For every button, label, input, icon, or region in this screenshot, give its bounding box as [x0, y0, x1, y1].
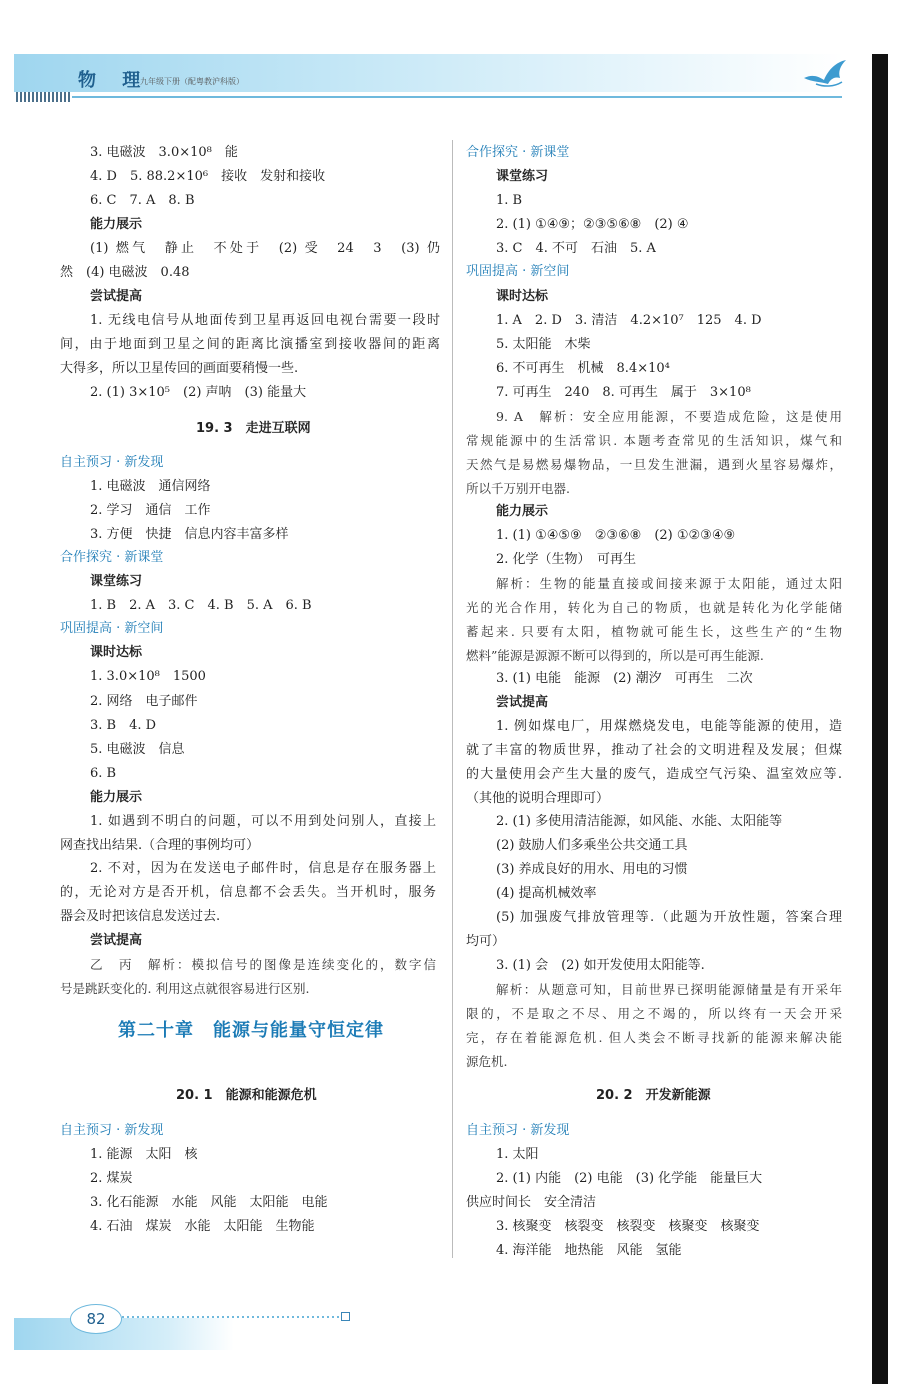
explanation-line: 号是跳跃变化的. 利用这点就很容易进行区别. — [60, 981, 310, 996]
answer-line: 1. 能源 太阳 核 — [90, 1147, 198, 1162]
footer-dotted-rule — [122, 1316, 342, 1318]
answer-line: 3. 核聚变 核裂变 核裂变 核聚变 核聚变 — [496, 1219, 760, 1234]
explanation-line: 天然气是易燃易爆物品，一旦发生泄漏，遇到火星容易爆炸， — [466, 457, 842, 472]
explanation-line: 解析：从题意可知，目前世界已探明能源储量是有开采年 — [496, 982, 842, 997]
answer-line: 1. 电磁波 通信网络 — [90, 479, 211, 494]
answer-line: 2. 煤炭 — [90, 1171, 133, 1186]
explanation-line: 完，存在着能源危机. 但人类会不断寻找新的能源来解决能 — [466, 1030, 842, 1045]
answer-line: 就了丰富的物质世界，推动了社会的文明进程及发展；但煤 — [466, 743, 842, 758]
answer-line: 2. (1) 内能 (2) 电能 (3) 化学能 能量巨大 — [496, 1171, 763, 1186]
section-label: 巩固提高 · 新空间 — [466, 264, 570, 279]
explanation-line: 解析：生物的能量直接或间接来源于太阳能，通过太阳 — [496, 576, 842, 591]
chapter-title: 第二十章 能源与能量守恒定律 — [118, 1020, 384, 1041]
answer-line: 的大量使用会产生大量的废气，造成空气污染、温室效应等. — [466, 767, 842, 782]
answer-line: 2. 网络 电子邮件 — [90, 694, 198, 709]
answer-line: 间，由于地面到卫星之间的距离比演播室到接收器间的距离 — [60, 337, 440, 352]
answer-line: 3. B 4. D — [90, 718, 157, 733]
answer-line: 2. 学习 通信 工作 — [90, 503, 211, 518]
answer-line: 1. (1) ①④⑤⑨ ②③⑥⑧ (2) ①②③④⑨ — [496, 528, 736, 543]
answer-line: (2) 鼓励人们多乘坐公共交通工具 — [496, 838, 688, 853]
answer-line: 均可） — [466, 934, 506, 949]
answer-line: 2. (1) 3×10⁵ (2) 声呐 (3) 能量大 — [90, 385, 307, 400]
answer-line: 1. B 2. A 3. C 4. B 5. A 6. B — [90, 598, 312, 613]
column-divider — [452, 140, 453, 1258]
answer-line: 1. 3.0×10⁸ 1500 — [90, 669, 206, 684]
answer-line: 6. 不可再生 机械 8.4×10⁴ — [496, 361, 670, 376]
answer-line: 网查找出结果.（合理的事例均可） — [60, 838, 260, 853]
page-edge-bar — [872, 54, 888, 1384]
subsection-title: 课时达标 — [90, 645, 143, 660]
subsection-title: 尝试提高 — [496, 695, 549, 710]
subsection-title: 课时达标 — [496, 289, 549, 304]
subsection-title: 尝试提高 — [90, 933, 143, 948]
answer-line: 3. 方便 快捷 信息内容丰富多样 — [90, 527, 289, 542]
footer-band — [14, 1318, 234, 1350]
subsection-title: 能力展示 — [90, 790, 143, 805]
book-subtitle: 九年级下册（配粤教沪科版） — [140, 77, 244, 86]
explanation-line: 所以千万别开电器. — [466, 481, 570, 496]
answer-line: 1. 如遇到不明白的问题，可以不用到处问别人，直接上 — [90, 814, 436, 829]
answer-line: 器会及时把该信息发送过去. — [60, 909, 221, 924]
answer-line: 3. 电磁波 3.0×10⁸ 能 — [90, 145, 238, 160]
answer-line: 大得多，所以卫星传回的画面要稍慢一些. — [60, 361, 299, 376]
subsection-title: 课堂练习 — [496, 169, 549, 184]
answer-line: 1. B — [496, 193, 523, 208]
answer-line: 1. A 2. D 3. 清洁 4.2×10⁷ 125 4. D — [496, 313, 762, 328]
header-rule — [72, 96, 842, 98]
section-title: 20. 1 能源和能源危机 — [176, 1088, 317, 1103]
footer-square-icon — [341, 1312, 350, 1321]
answer-line: 6. B — [90, 766, 117, 781]
answer-line: 3. (1) 电能 能源 (2) 潮汐 可再生 二次 — [496, 671, 753, 686]
answer-line: 6. C 7. A 8. B — [90, 193, 195, 208]
explanation-line: 常规能源中的生活常识. 本题考查常见的生活知识，煤气和 — [466, 433, 842, 448]
answer-line: 5. 太阳能 木柴 — [496, 337, 591, 352]
explanation-line: 9. A 解析：安全应用能源，不要造成危险，这是使用 — [496, 409, 842, 424]
section-label: 自主预习 · 新发现 — [60, 455, 164, 470]
answer-line: 3. (1) 会 (2) 如开发使用太阳能等. — [496, 958, 705, 973]
answer-line: 供应时间长 安全清洁 — [466, 1195, 597, 1210]
answer-line: 2. 不对，因为在发送电子邮件时，信息是存在服务器上 — [90, 861, 436, 876]
page-number: 82 — [70, 1304, 122, 1334]
answer-line: 1. 例如煤电厂，用煤燃烧发电，电能等能源的使用，造 — [496, 719, 842, 734]
bird-logo-icon — [802, 54, 848, 90]
answer-line: 然 (4) 电磁波 0.48 — [60, 265, 190, 280]
section-label: 合作探究 · 新课堂 — [60, 550, 164, 565]
answer-line: (1) 燃气 静止 不处于 (2) 受 24 3 (3) 仍 — [90, 241, 440, 256]
explanation-line: 燃料”能源是源源不断可以得到的，所以是可再生能源. — [466, 648, 764, 663]
answer-line: 4. 海洋能 地热能 风能 氢能 — [496, 1243, 682, 1258]
answer-line: 7. 可再生 240 8. 可再生 属于 3×10⁸ — [496, 385, 751, 400]
header-stripes — [16, 92, 72, 102]
answer-line: 3. 化石能源 水能 风能 太阳能 电能 — [90, 1195, 328, 1210]
answer-line: 5. 电磁波 信息 — [90, 742, 185, 757]
section-label: 自主预习 · 新发现 — [466, 1123, 570, 1138]
subsection-title: 尝试提高 — [90, 289, 143, 304]
answer-line: (5) 加强废气排放管理等.（此题为开放性题，答案合理 — [496, 910, 842, 925]
subsection-title: 能力展示 — [496, 504, 549, 519]
answer-line: 3. C 4. 不可 石油 5. A — [496, 241, 656, 256]
explanation-line: 乙 丙 解析：模拟信号的图像是连续变化的，数字信 — [90, 957, 436, 972]
answer-line: 1. 无线电信号从地面传到卫星再返回电视台需要一段时 — [90, 313, 440, 328]
answer-line: 2. (1) 多使用清洁能源，如风能、水能、太阳能等 — [496, 814, 783, 829]
book-title: 物 理 — [78, 70, 151, 91]
subsection-title: 课堂练习 — [90, 574, 143, 589]
answer-line: 2. (1) ①④⑨；②③⑤⑥⑧ (2) ④ — [496, 217, 689, 232]
answer-line: 4. 石油 煤炭 水能 太阳能 生物能 — [90, 1219, 315, 1234]
section-title: 20. 2 开发新能源 — [596, 1088, 711, 1103]
answer-line: （其他的说明合理即可） — [466, 791, 610, 806]
section-label: 合作探究 · 新课堂 — [466, 145, 570, 160]
subsection-title: 能力展示 — [90, 217, 143, 232]
explanation-line: 蓄起来. 只要有太阳，植物就可能生长，这些生产的“生物 — [466, 624, 842, 639]
answer-line: (3) 养成良好的用水、用电的习惯 — [496, 862, 688, 877]
section-label: 巩固提高 · 新空间 — [60, 621, 164, 636]
explanation-line: 限的，不是取之不尽、用之不竭的，所以终有一天会开采 — [466, 1006, 842, 1021]
explanation-line: 源危机. — [466, 1054, 508, 1069]
answer-line: (4) 提高机械效率 — [496, 886, 597, 901]
explanation-line: 光的光合作用，转化为自己的物质，也就是转化为化学能储 — [466, 600, 842, 615]
section-label: 自主预习 · 新发现 — [60, 1123, 164, 1138]
answer-line: 1. 太阳 — [496, 1147, 539, 1162]
answer-line: 4. D 5. 88.2×10⁶ 接收 发射和接收 — [90, 169, 326, 184]
section-title: 19. 3 走进互联网 — [196, 421, 311, 436]
answer-line: 的，无论对方是否开机，信息都不会丢失。当开机时，服务 — [60, 885, 436, 900]
answer-line: 2. 化学（生物） 可再生 — [496, 552, 637, 567]
